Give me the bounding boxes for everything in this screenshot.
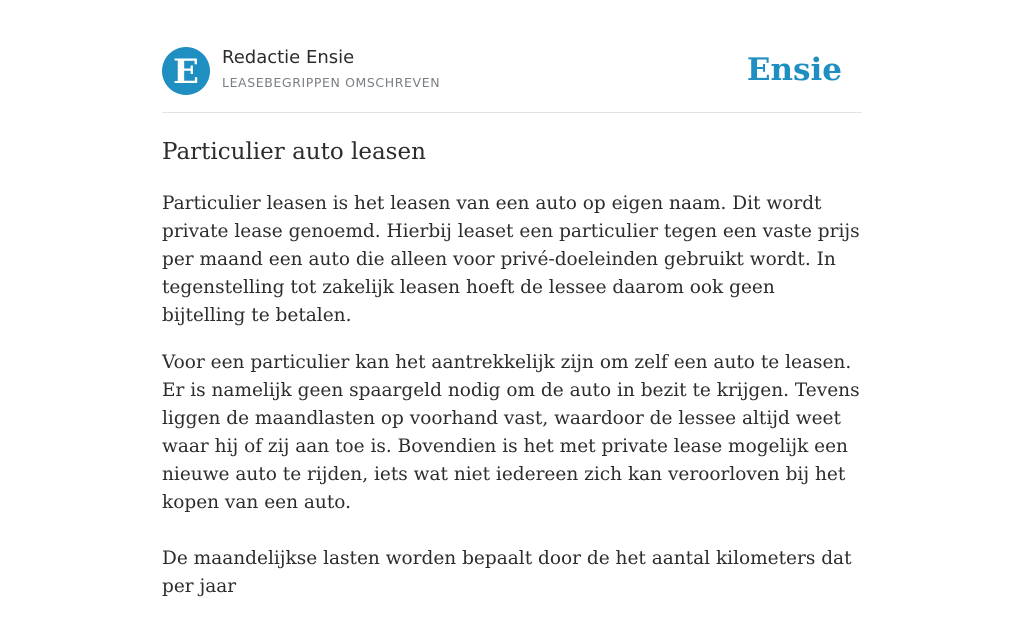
category-label[interactable]: LEASEBEGRIPPEN OMSCHREVEN	[222, 75, 441, 90]
brand-logo[interactable]: Ensie	[746, 52, 842, 88]
author-avatar[interactable]	[162, 47, 210, 95]
paragraph-3: De maandelijkse lasten worden bepaalt door de het aantal kilometers dat per jaar	[162, 548, 852, 597]
article-title: Particulier auto leasen	[162, 139, 426, 165]
avatar-letter: E	[173, 52, 199, 92]
article-header	[162, 0, 862, 113]
paragraph-2: Voor een particulier kan het aantrekkelijk zijn om zelf een auto te leasen. Er is namelijk geen spaargeld nodig om de auto in bezit te krijgen. Tevens liggen de maandlasten op voorhand vast, waardoor de lessee altijd weet waar hij of zij aan toe is. Bovendien is het met private lease mogelijk een nieuwe auto te rijden, iets wat niet iedereen zich kan veroorloven bij het kopen van een auto.	[162, 352, 860, 513]
paragraph-1: Particulier leasen is het leasen van een auto op eigen naam. Dit wordt private lease genoemd. Hierbij leaset een particulier tegen een vaste prijs per maand een auto die alleen voor privé-doeleinden gebruikt wordt. In tegenstelling tot zakelijk leasen hoeft de lessee daarom ook geen bijtelling te betalen.	[162, 193, 860, 326]
article-body	[162, 190, 862, 620]
author-name[interactable]: Redactie Ensie	[222, 47, 355, 68]
article-card	[162, 0, 862, 597]
